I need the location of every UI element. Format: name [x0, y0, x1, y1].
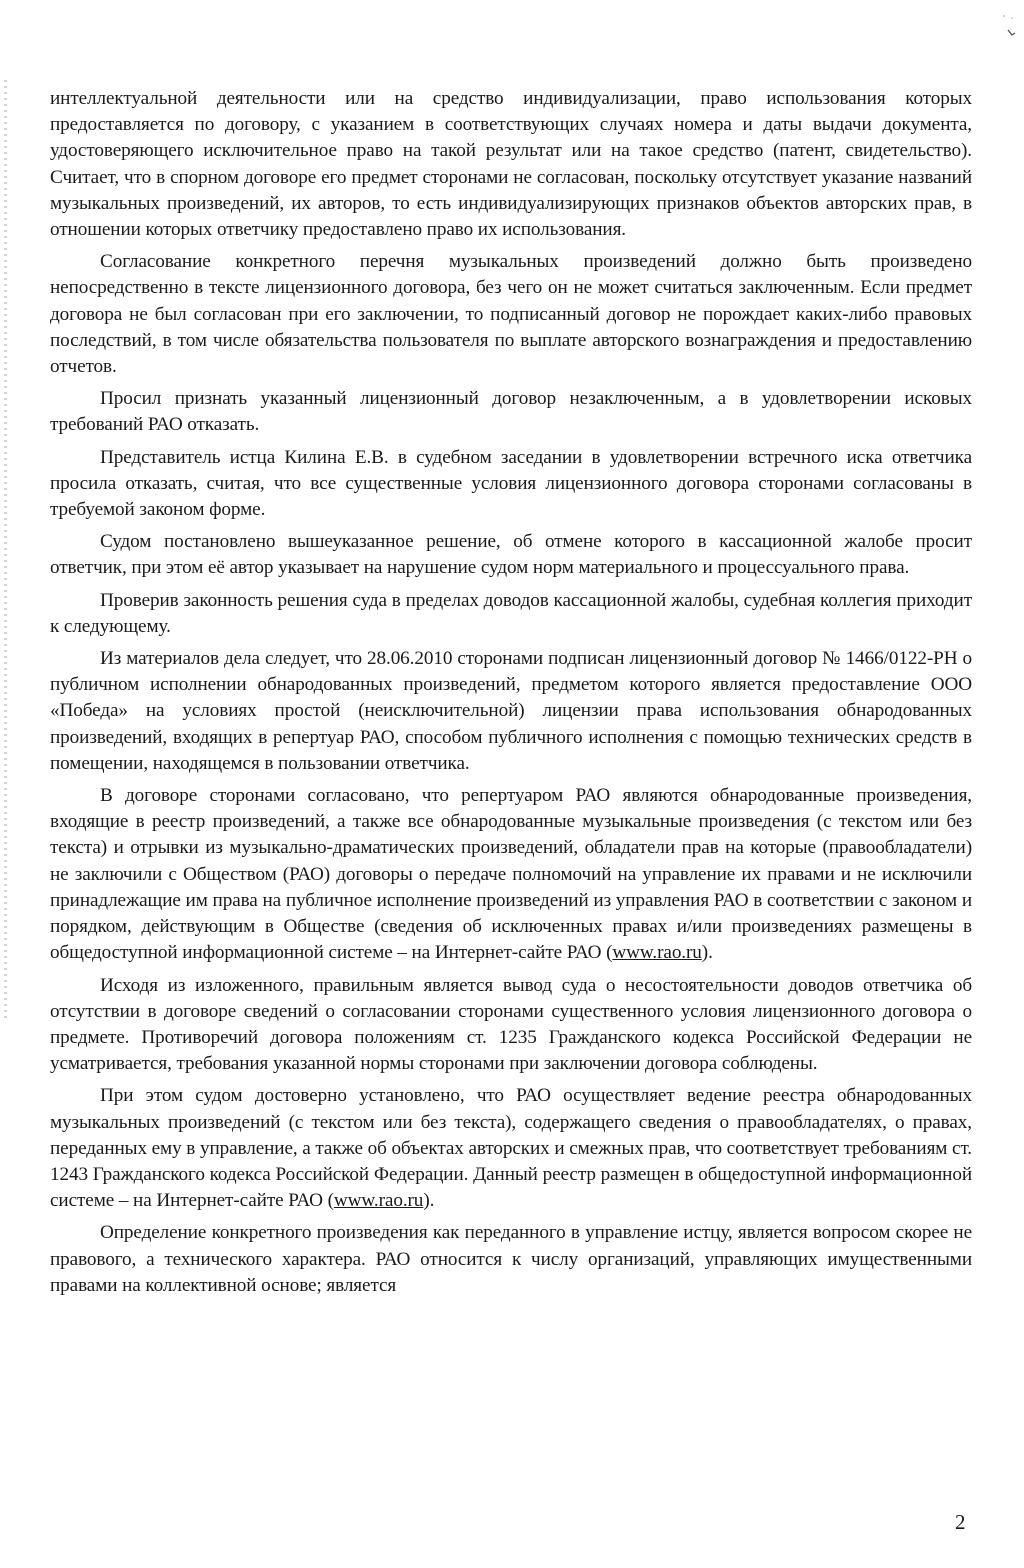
paragraph-text: ).	[423, 1190, 435, 1212]
paragraph: интеллектуальной деятельности или на средство индивидуализации, право использования которых предоставляется по договору, с указанием в соответствующих случаях номера и даты выдачи документа, удостоверяющего исключительное право на такой результат или на такое средство (патент, свидетельство). Считает, что в спорном договоре его предмет сторонами не согласован, поскольку отсутствует указание названий музыкальных произведений, их авторов, то есть индивидуализирующих признаков объектов авторских прав, в отношении которых ответчику предоставлено право их использования.	[50, 88, 972, 241]
paragraph: Представитель истца Килина Е.В. в судебном заседании в удовлетворении встречного иска ответчика просила отказать, считая, что все существенные условия лицензионного договора сторонами согласованы в требуемой законом форме.	[50, 446, 972, 521]
scan-speck-icon	[998, 8, 1018, 38]
paragraph	[50, 783, 972, 966]
paragraph: Из материалов дела следует, что 28.06.2010 сторонами подписан лицензионный договор № 1466/0122-РН о публичном исполнении обнародованных произведений, предметом которого является предоставление ООО «Победа» на условиях простой (неисключительной) лицензии права использования обнародованных произведений, входящих в репертуар РАО, способом публичного исполнения с помощью технических средств в помещении, находящемся в пользовании ответчика.	[50, 648, 972, 774]
paragraph: Судом постановлено вышеуказанное решение, об отмене которого в кассационной жалобе просит ответчик, при этом её автор указывает на нарушение судом норм материального и процессуального права.	[50, 531, 972, 579]
scan-edge-artifact	[4, 80, 7, 1020]
paragraph: Согласование конкретного перечня музыкальных произведений должно быть произведено непосредственно в тексте лицензионного договора, без чего он не может считаться заключенным. Если предмет договора не был согласован при его заключении, то подписанный договор не порождает каких-либо правовых последствий, в том числе обязательства пользователя по выплате авторского вознаграждения и предоставлению отчетов.	[50, 251, 972, 378]
paragraph-text: ).	[701, 942, 713, 964]
paragraph: Определение конкретного произведения как переданного в управление истцу, является вопросом скорее не правового, а технического характера. РАО относится к числу организаций, управляющих имущественными правами на коллективной основе; является	[50, 1222, 972, 1296]
paragraph: Просил признать указанный лицензионный договор незаключенным, а в удовлетворении исковых требований РАО отказать.	[50, 388, 972, 436]
rao-website-link[interactable]: www.rao.ru	[612, 942, 702, 964]
document-page	[50, 86, 972, 1305]
paragraph: Исходя из изложенного, правильным является вывод суда о несостоятельности доводов ответчика об отсутствии в договоре сведений о согласовании сторонами существенного условия лицензионного договора о предмете. Противоречий договора положениям ст. 1235 Гражданского кодекса Российской Федерации не усматривается, требования указанной нормы сторонами при заключении договора соблюдены.	[50, 974, 972, 1075]
rao-website-link[interactable]: www.rao.ru	[333, 1190, 424, 1212]
paragraph: Проверив законность решения суда в пределах доводов кассационной жалобы, судебная коллегия приходит к следующему.	[50, 589, 972, 637]
paragraph-text: При этом судом достоверно установлено, что РАО осуществляет ведение реестра обнародованных музыкальных произведений (с текстом или без текста), содержащего сведения о правообладателях, о правах, переданных ему в управление, а также об объектах авторских и смежных прав, что соответствует требованиям ст. 1243 Гражданского кодекса Российской Федерации. Данный реестр размещен в общедоступной информационной системе – на Интернет-сайте РАО (	[50, 1085, 972, 1212]
paragraph	[50, 1083, 972, 1214]
paragraph-text: В договоре сторонами согласовано, что репертуаром РАО являются обнародованные произведения, входящие в реестр произведений, а также все обнародованные музыкальные произведения (с текстом или без текста) и отрывки из музыкально-драматических произведений, обладатели прав на которые (правообладатели) не заключили с Обществом (РАО) договоры о передаче полномочий на управление их правами и не исключили принадлежащие им права на публичное исполнение произведений из управления РАО в соответствии с законом и порядком, действующим в Обществе (сведения об исключенных правах и/или произведениях размещены в общедоступной информационной системе – на Интернет-сайте РАО (	[50, 785, 972, 964]
page-number: 2	[955, 1510, 966, 1534]
